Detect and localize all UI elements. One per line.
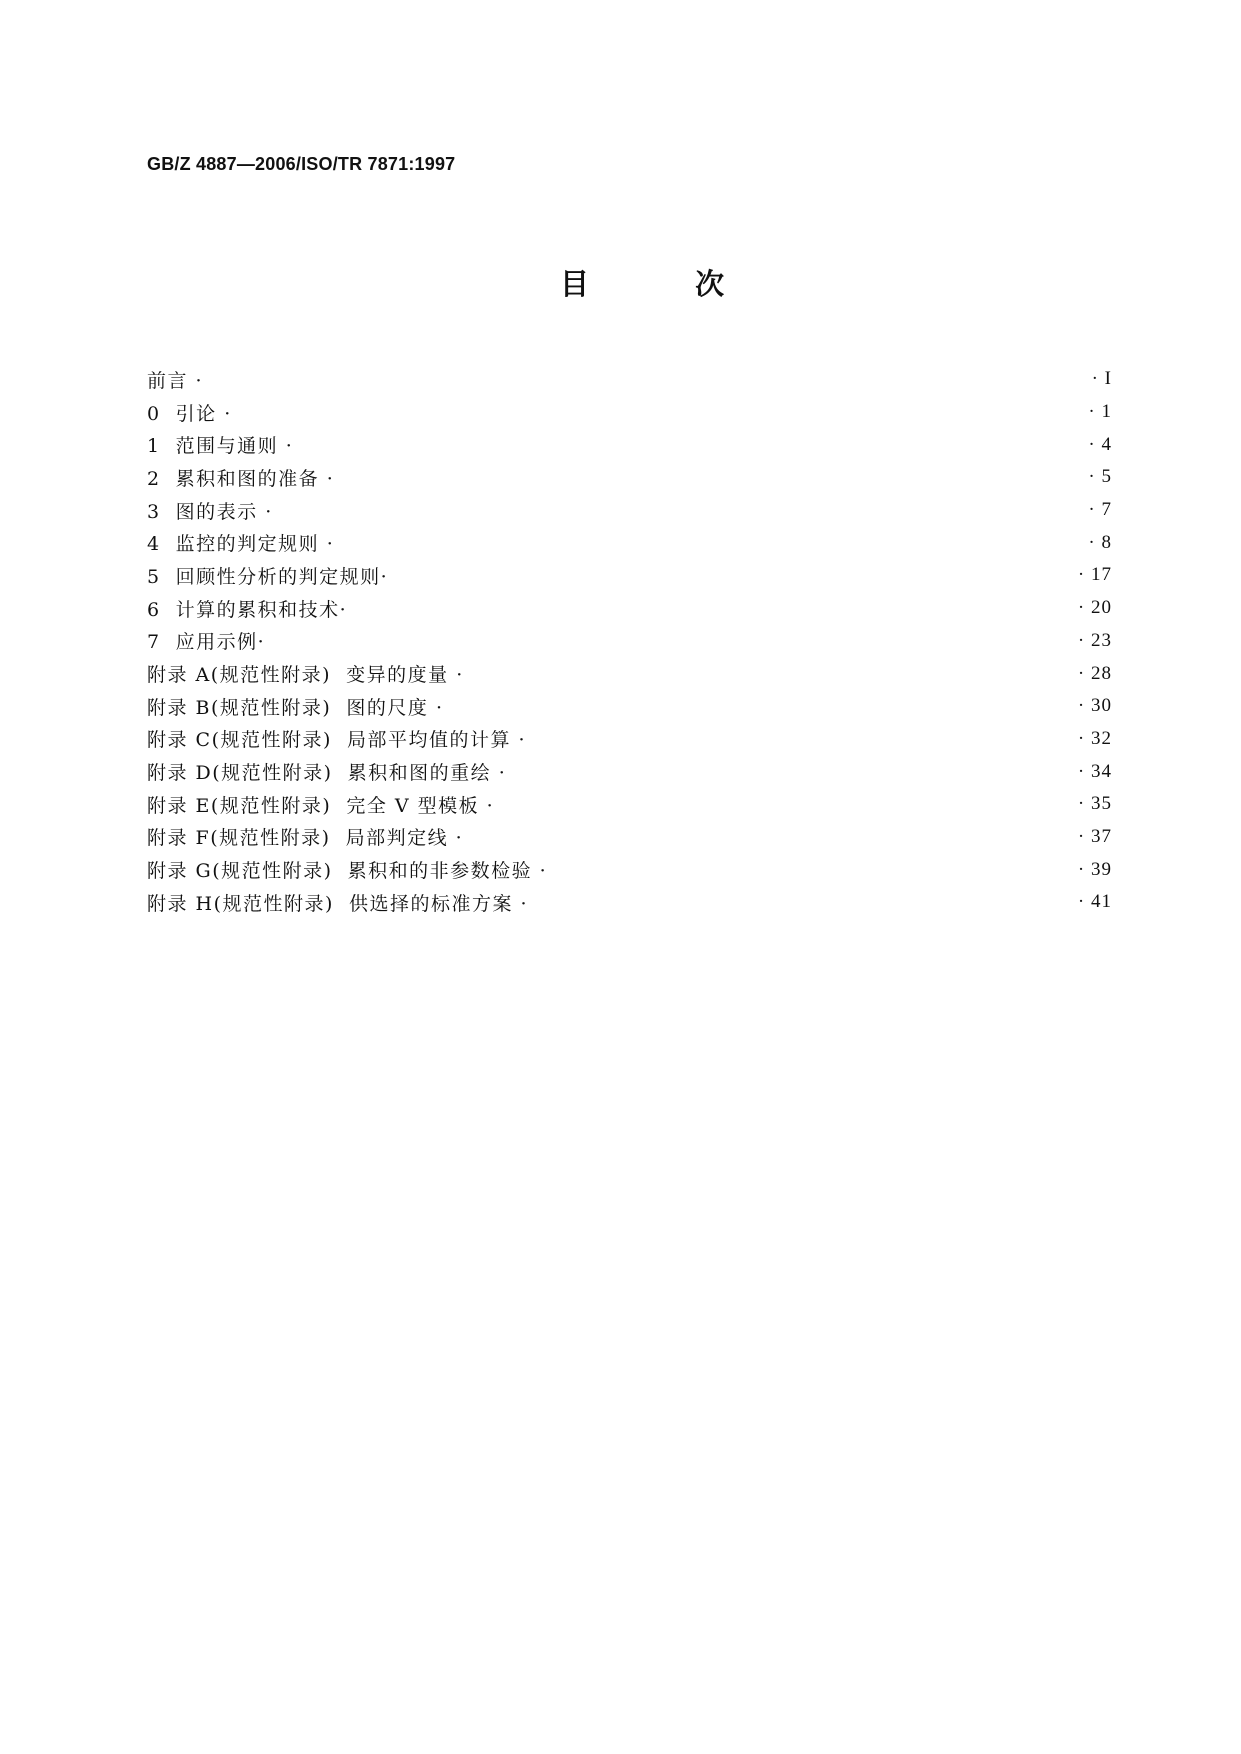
toc-entry-page: · 28 (1077, 662, 1112, 684)
toc-entry-text: 6 计算的累积和技术· (147, 598, 348, 621)
toc-entry-text: 7 应用示例· (147, 631, 266, 654)
toc-entry-page: · 5 (1088, 466, 1112, 488)
toc-entry-chart-preparation[interactable] (147, 461, 1112, 494)
toc-entry-text: 附录 B(规范性附录) 图的尺度 · (147, 696, 444, 719)
toc-entry-page: · I (1091, 368, 1112, 390)
toc-entry-text: 附录 G(规范性附录) 累积和的非参数检验 · (147, 860, 548, 883)
toc-entry-text: 附录 F(规范性附录) 局部判定线 · (147, 827, 464, 850)
toc-entry-text: 附录 A(规范性附录) 变异的度量 · (147, 664, 464, 687)
toc-entry-annex-c[interactable] (147, 723, 1112, 756)
toc-entry-text: 附录 H(规范性附录) 供选择的标准方案 · (147, 892, 529, 915)
toc-entry-text: 附录 E(规范性附录) 完全 V 型模板 · (147, 794, 495, 817)
standard-number: GB/Z 4887—2006/ISO/TR 7871:1997 (147, 154, 456, 174)
toc-entry-page: · 1 (1088, 401, 1112, 423)
toc-entry-text: 1 范围与通则 · (147, 435, 294, 458)
toc-entry-annex-g[interactable] (147, 853, 1112, 886)
toc-list (147, 363, 1112, 919)
toc-entry-page: · 32 (1077, 727, 1112, 749)
toc-entry-introduction[interactable] (147, 396, 1112, 429)
toc-entry-text: 3 图的表示 · (147, 500, 273, 523)
toc-entry-page: · 8 (1088, 531, 1112, 553)
toc-title: 目 次 (560, 267, 773, 301)
toc-entry-annex-h[interactable] (147, 886, 1112, 919)
toc-entry-page: · 34 (1077, 760, 1112, 782)
toc-entry-text: 附录 C(规范性附录) 局部平均值的计算 · (147, 729, 527, 752)
toc-entry-annex-f[interactable] (147, 821, 1112, 854)
toc-entry-page: · 35 (1077, 793, 1112, 815)
toc-entry-annex-e[interactable] (147, 788, 1112, 821)
toc-entry-page: · 7 (1088, 499, 1112, 521)
toc-entry-examples[interactable] (147, 625, 1112, 658)
toc-entry-page: · 37 (1077, 825, 1112, 847)
toc-entry-page: · 23 (1077, 629, 1112, 651)
toc-entry-annex-a[interactable] (147, 657, 1112, 690)
toc-entry-chart-presentation[interactable] (147, 494, 1112, 527)
toc-entry-page: · 17 (1077, 564, 1112, 586)
toc-entry-page: · 20 (1077, 597, 1112, 619)
toc-entry-page: · 39 (1077, 858, 1112, 880)
toc-entry-text: 0 引论 · (147, 402, 232, 425)
toc-entry-page: · 41 (1077, 891, 1112, 913)
toc-entry-page: · 4 (1088, 433, 1112, 455)
toc-entry-text: 附录 D(规范性附录) 累积和图的重绘 · (147, 762, 507, 785)
toc-entry-computational-techniques[interactable] (147, 592, 1112, 625)
toc-entry-annex-d[interactable] (147, 755, 1112, 788)
toc-entry-foreword[interactable] (147, 363, 1112, 396)
toc-entry-text: 5 回顾性分析的判定规则· (147, 565, 389, 588)
toc-entry-retrospective-rules[interactable] (147, 559, 1112, 592)
toc-entry-monitoring-rules[interactable] (147, 526, 1112, 559)
toc-entry-text: 4 监控的判定规则 · (147, 533, 335, 556)
toc-entry-text: 2 累积和图的准备 · (147, 467, 335, 490)
toc-entry-annex-b[interactable] (147, 690, 1112, 723)
toc-entry-text: 前言 · (147, 369, 204, 392)
toc-entry-page: · 30 (1077, 695, 1112, 717)
toc-entry-scope[interactable] (147, 428, 1112, 461)
